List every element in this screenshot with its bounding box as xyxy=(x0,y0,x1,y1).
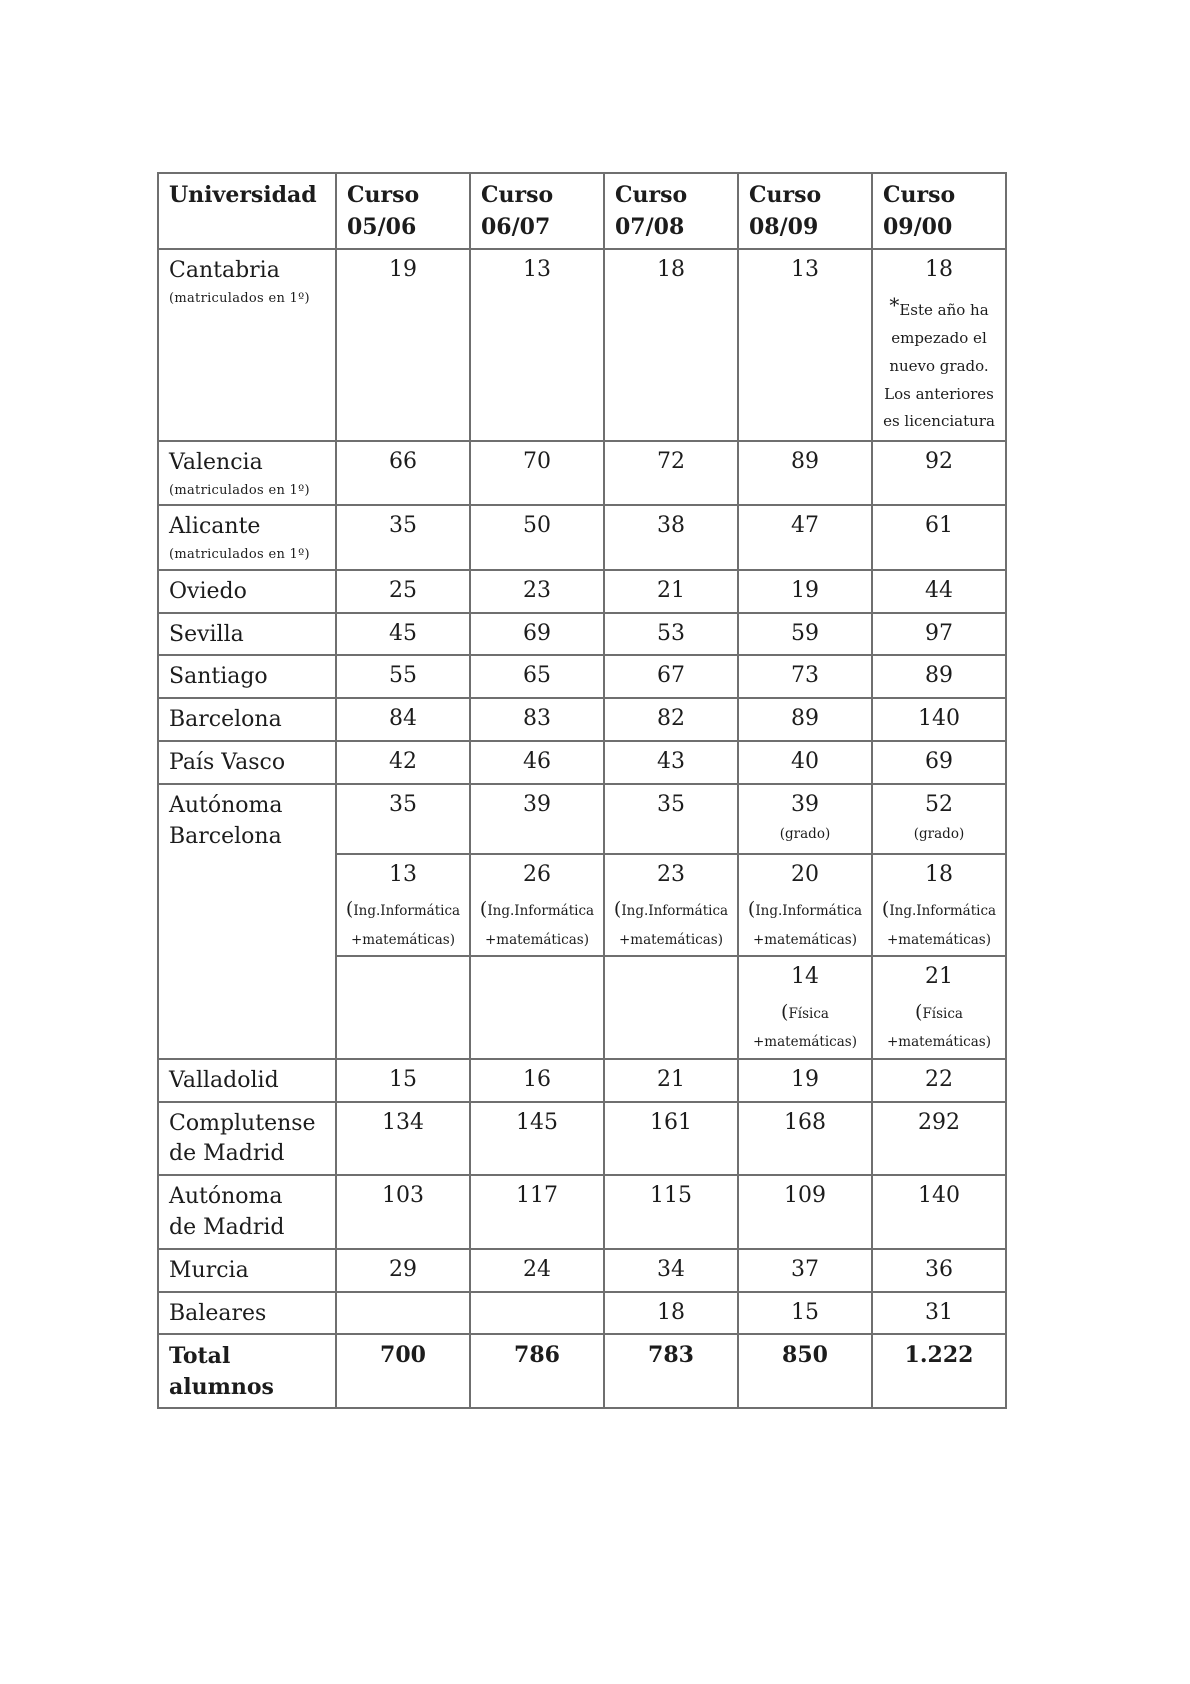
cell-note: +matemáticas) xyxy=(753,931,857,948)
cell-value: 39 xyxy=(791,791,819,817)
cell-value: 18 xyxy=(657,256,685,282)
cell-value: 29 xyxy=(389,1256,417,1282)
value-cell xyxy=(336,1102,470,1176)
cell-value: 97 xyxy=(925,620,953,646)
value-cell xyxy=(604,1102,738,1176)
cell-value: 117 xyxy=(516,1183,558,1209)
cell-value: 50 xyxy=(523,513,551,539)
row-label: Murcia xyxy=(169,1257,249,1283)
value-cell xyxy=(738,1059,872,1102)
value-cell xyxy=(738,1292,872,1335)
cell-value: 92 xyxy=(925,449,953,475)
cell-value: 35 xyxy=(657,791,685,817)
value-cell xyxy=(604,784,738,854)
row-label-cell xyxy=(158,441,336,505)
cell-note: (Física xyxy=(781,1000,829,1023)
header-label: Curso xyxy=(481,182,554,208)
cell-note: (Ing.Informática xyxy=(881,898,997,921)
cell-value: 37 xyxy=(791,1256,819,1282)
cell-value: 850 xyxy=(782,1342,828,1369)
cell-note: +matemáticas) xyxy=(485,931,589,948)
big-paren: ( xyxy=(345,898,354,921)
cell-value: 700 xyxy=(380,1342,426,1369)
value-cell xyxy=(872,1102,1006,1176)
cell-value: 115 xyxy=(650,1183,692,1209)
table-row xyxy=(158,613,1006,656)
cell-value: 16 xyxy=(523,1066,551,1092)
cell-value: 13 xyxy=(523,256,551,282)
value-cell xyxy=(872,1249,1006,1292)
cell-value: 42 xyxy=(389,748,417,774)
cell-value: 168 xyxy=(784,1109,826,1135)
value-cell xyxy=(336,1249,470,1292)
cell-note: +matemáticas) xyxy=(753,1034,857,1051)
value-cell xyxy=(604,1175,738,1249)
cell-value: 67 xyxy=(657,663,685,689)
value-cell xyxy=(604,956,738,1059)
big-paren: ( xyxy=(881,898,890,921)
row-label-cell xyxy=(158,1102,336,1176)
header-label: Curso xyxy=(347,182,420,208)
value-cell xyxy=(738,505,872,569)
cell-value: 35 xyxy=(389,513,417,539)
value-cell xyxy=(470,784,604,854)
value-cell xyxy=(872,1292,1006,1335)
value-cell xyxy=(604,613,738,656)
cell-value: 145 xyxy=(516,1109,558,1135)
cell-value: 15 xyxy=(791,1299,819,1325)
cell-note: (Ing.Informática xyxy=(747,898,863,921)
table-row xyxy=(158,741,1006,784)
header-label: Curso xyxy=(749,182,822,208)
cell-value: 72 xyxy=(657,449,685,475)
value-cell xyxy=(872,784,1006,854)
value-cell xyxy=(336,956,470,1059)
cell-value: 40 xyxy=(791,748,819,774)
row-label-cell xyxy=(158,613,336,656)
row-label: de Madrid xyxy=(169,1215,285,1241)
header-label: 06/07 xyxy=(481,213,551,240)
row-label: Valencia xyxy=(169,450,263,476)
value-cell xyxy=(336,505,470,569)
cell-note: (Ing.Informática xyxy=(345,898,461,921)
cell-value: 23 xyxy=(523,577,551,603)
cell-value: 43 xyxy=(657,748,685,774)
value-cell xyxy=(738,854,872,957)
row-label-cell xyxy=(158,698,336,741)
header-label: 08/09 xyxy=(749,213,819,240)
value-cell xyxy=(470,441,604,505)
value-cell xyxy=(872,613,1006,656)
cell-value: 35 xyxy=(389,791,417,817)
cell-value: 39 xyxy=(523,791,551,817)
table-row xyxy=(158,1334,1006,1408)
cell-value: 13 xyxy=(791,256,819,282)
value-cell xyxy=(604,570,738,613)
cell-value: 45 xyxy=(389,620,417,646)
value-cell xyxy=(872,655,1006,698)
cell-value: 70 xyxy=(523,449,551,475)
value-cell xyxy=(604,698,738,741)
cell-value: 19 xyxy=(791,577,819,603)
row-label: alumnos xyxy=(169,1374,274,1401)
value-cell xyxy=(604,655,738,698)
cell-value: 59 xyxy=(791,620,819,646)
cell-value: 69 xyxy=(523,620,551,646)
value-cell xyxy=(872,441,1006,505)
cell-value: 83 xyxy=(523,706,551,732)
cell-note: +matemáticas) xyxy=(887,931,991,948)
value-cell xyxy=(738,441,872,505)
value-cell xyxy=(604,1249,738,1292)
cell-value: 19 xyxy=(389,256,417,282)
value-cell xyxy=(604,741,738,784)
value-cell xyxy=(872,1175,1006,1249)
header-label: Curso xyxy=(615,182,688,208)
row-label-cell xyxy=(158,784,336,1059)
header-label: 09/00 xyxy=(883,213,953,240)
header-cell-curso-07-08 xyxy=(604,173,738,249)
cell-value: 26 xyxy=(523,861,551,887)
value-cell xyxy=(336,741,470,784)
value-cell xyxy=(470,1102,604,1176)
value-cell xyxy=(336,1334,470,1408)
cell-value: 19 xyxy=(791,1066,819,1092)
value-cell xyxy=(872,249,1006,441)
cell-value: 14 xyxy=(791,964,819,990)
value-cell xyxy=(604,441,738,505)
cell-value: 783 xyxy=(648,1342,694,1369)
cell-note: (Física xyxy=(915,1000,963,1023)
value-cell xyxy=(336,854,470,957)
value-cell xyxy=(336,441,470,505)
cell-value: 73 xyxy=(791,663,819,689)
footnote: *Este año ha empezado el nuevo grado. Los anteriores es licenciatura xyxy=(883,293,995,431)
value-cell xyxy=(470,1059,604,1102)
value-cell xyxy=(336,1292,470,1335)
table-row xyxy=(158,1249,1006,1292)
table-row xyxy=(158,1059,1006,1102)
value-cell xyxy=(336,1175,470,1249)
big-paren: ( xyxy=(781,1000,789,1023)
row-label-cell xyxy=(158,1059,336,1102)
row-label: Autónoma xyxy=(169,1184,283,1210)
value-cell xyxy=(738,249,872,441)
cell-value: 25 xyxy=(389,577,417,603)
value-cell xyxy=(604,1292,738,1335)
value-cell xyxy=(872,1059,1006,1102)
row-label: Baleares xyxy=(169,1300,267,1326)
table-row xyxy=(158,784,1006,854)
big-paren: ( xyxy=(479,898,488,921)
row-label: Santiago xyxy=(169,664,268,690)
cell-value: 292 xyxy=(918,1109,960,1135)
cell-value: 18 xyxy=(925,861,953,887)
value-cell xyxy=(470,1292,604,1335)
big-paren: ( xyxy=(613,898,622,921)
row-label-cell xyxy=(158,741,336,784)
table-row xyxy=(158,698,1006,741)
value-cell xyxy=(470,570,604,613)
value-cell xyxy=(872,698,1006,741)
header-cell-curso-09-00 xyxy=(872,173,1006,249)
cell-note: (Ing.Informática xyxy=(479,898,595,921)
row-label: Barcelona xyxy=(169,823,282,849)
cell-value: 53 xyxy=(657,620,685,646)
header-label: 05/06 xyxy=(347,213,417,240)
cell-value: 21 xyxy=(657,1066,685,1092)
cell-value: 61 xyxy=(925,513,953,539)
value-cell xyxy=(872,570,1006,613)
cell-value: 24 xyxy=(523,1256,551,1282)
value-cell xyxy=(872,854,1006,957)
cell-value: 52 xyxy=(925,791,953,817)
cell-value: 15 xyxy=(389,1066,417,1092)
cell-note: +matemáticas) xyxy=(619,931,723,948)
header-cell-curso-05-06 xyxy=(336,173,470,249)
header-cell-curso-08-09 xyxy=(738,173,872,249)
value-cell xyxy=(872,1334,1006,1408)
row-label-cell xyxy=(158,570,336,613)
cell-note: (grado) xyxy=(913,826,965,843)
value-cell xyxy=(470,956,604,1059)
cell-value: 82 xyxy=(657,706,685,732)
row-label: Barcelona xyxy=(169,707,282,733)
row-sublabel: (matriculados en 1º) xyxy=(169,482,310,498)
value-cell xyxy=(604,1334,738,1408)
value-cell xyxy=(738,741,872,784)
row-label: Total xyxy=(169,1343,231,1370)
table-row xyxy=(158,655,1006,698)
value-cell xyxy=(738,1102,872,1176)
cell-value: 89 xyxy=(925,663,953,689)
cell-value: 20 xyxy=(791,861,819,887)
value-cell xyxy=(872,741,1006,784)
big-paren: ( xyxy=(915,1000,923,1023)
cell-value: 1.222 xyxy=(904,1342,974,1369)
value-cell xyxy=(470,1175,604,1249)
value-cell xyxy=(336,249,470,441)
cell-value: 21 xyxy=(925,964,953,990)
value-cell xyxy=(738,1175,872,1249)
footnote-star: * xyxy=(889,293,900,318)
value-cell xyxy=(336,655,470,698)
table-row xyxy=(158,1102,1006,1176)
cell-value: 38 xyxy=(657,513,685,539)
cell-note: (Ing.Informática xyxy=(613,898,729,921)
value-cell xyxy=(336,613,470,656)
row-label: Valladolid xyxy=(169,1067,279,1093)
table-row xyxy=(158,1175,1006,1249)
cell-value: 140 xyxy=(918,1183,960,1209)
value-cell xyxy=(470,249,604,441)
cell-value: 47 xyxy=(791,513,819,539)
value-cell xyxy=(604,854,738,957)
row-label-cell xyxy=(158,655,336,698)
big-paren: ( xyxy=(747,898,756,921)
cell-note: +matemáticas) xyxy=(351,931,455,948)
header-row xyxy=(158,173,1006,249)
value-cell xyxy=(470,655,604,698)
value-cell xyxy=(738,698,872,741)
row-sublabel: (matriculados en 1º) xyxy=(169,290,310,306)
value-cell xyxy=(738,1334,872,1408)
universities-enrollment-table xyxy=(157,172,1007,1409)
value-cell xyxy=(604,1059,738,1102)
cell-note: +matemáticas) xyxy=(887,1034,991,1051)
value-cell xyxy=(336,784,470,854)
row-label: Autónoma xyxy=(169,792,283,818)
cell-value: 140 xyxy=(918,706,960,732)
cell-value: 18 xyxy=(657,1299,685,1325)
cell-value: 786 xyxy=(514,1342,560,1369)
value-cell xyxy=(470,854,604,957)
row-label: de Madrid xyxy=(169,1141,285,1167)
value-cell xyxy=(872,505,1006,569)
row-label: Cantabria xyxy=(169,257,280,283)
table-row xyxy=(158,249,1006,441)
row-label-cell xyxy=(158,1175,336,1249)
cell-value: 161 xyxy=(650,1109,692,1135)
cell-value: 36 xyxy=(925,1256,953,1282)
cell-value: 46 xyxy=(523,748,551,774)
cell-value: 13 xyxy=(389,861,417,887)
row-label-cell xyxy=(158,1292,336,1335)
header-label: Universidad xyxy=(169,182,317,208)
table-row xyxy=(158,1292,1006,1335)
value-cell xyxy=(738,956,872,1059)
cell-value: 44 xyxy=(925,577,953,603)
cell-value: 89 xyxy=(791,449,819,475)
value-cell xyxy=(738,655,872,698)
value-cell xyxy=(738,613,872,656)
cell-value: 66 xyxy=(389,449,417,475)
value-cell xyxy=(470,505,604,569)
value-cell xyxy=(738,784,872,854)
value-cell xyxy=(336,698,470,741)
row-label: Alicante xyxy=(169,514,261,540)
table-row xyxy=(158,505,1006,569)
value-cell xyxy=(470,698,604,741)
value-cell xyxy=(738,1249,872,1292)
row-label: Oviedo xyxy=(169,578,247,604)
cell-value: 89 xyxy=(791,706,819,732)
header-label: 07/08 xyxy=(615,213,685,240)
cell-value: 84 xyxy=(389,706,417,732)
value-cell xyxy=(336,570,470,613)
header-cell-universidad xyxy=(158,173,336,249)
row-sublabel: (matriculados en 1º) xyxy=(169,547,310,563)
cell-value: 22 xyxy=(925,1066,953,1092)
value-cell xyxy=(336,1059,470,1102)
row-label-cell xyxy=(158,1249,336,1292)
cell-value: 21 xyxy=(657,577,685,603)
cell-value: 69 xyxy=(925,748,953,774)
table-row xyxy=(158,441,1006,505)
header-cell-curso-06-07 xyxy=(470,173,604,249)
value-cell xyxy=(604,505,738,569)
row-label: Complutense xyxy=(169,1110,316,1136)
table-row xyxy=(158,570,1006,613)
value-cell xyxy=(470,613,604,656)
cell-value: 31 xyxy=(925,1299,953,1325)
cell-value: 103 xyxy=(382,1183,424,1209)
row-label: País Vasco xyxy=(169,749,286,775)
cell-value: 65 xyxy=(523,663,551,689)
row-label-cell xyxy=(158,1334,336,1408)
cell-value: 23 xyxy=(657,861,685,887)
row-label-cell xyxy=(158,505,336,569)
cell-note: (grado) xyxy=(779,826,831,843)
value-cell xyxy=(604,249,738,441)
value-cell xyxy=(470,1334,604,1408)
cell-value: 18 xyxy=(925,256,953,282)
value-cell xyxy=(738,570,872,613)
cell-value: 134 xyxy=(382,1109,424,1135)
row-label-cell xyxy=(158,249,336,441)
cell-value: 55 xyxy=(389,663,417,689)
header-label: Curso xyxy=(883,182,956,208)
cell-value: 109 xyxy=(784,1183,826,1209)
value-cell xyxy=(470,741,604,784)
row-label: Sevilla xyxy=(169,621,244,647)
value-cell xyxy=(470,1249,604,1292)
value-cell xyxy=(872,956,1006,1059)
cell-value: 34 xyxy=(657,1256,685,1282)
